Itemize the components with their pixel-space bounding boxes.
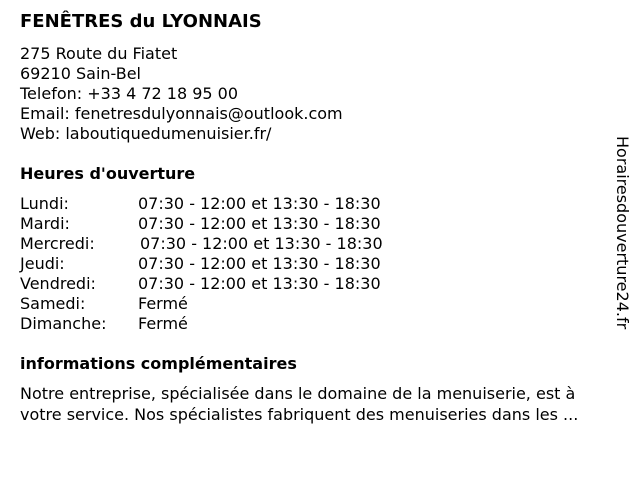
additional-info-heading: informations complémentaires <box>20 354 297 373</box>
time-value: Fermé <box>138 294 188 313</box>
site-watermark-label: Horairesdouverture24.fr <box>613 136 632 330</box>
day-label: Jeudi: <box>20 254 65 273</box>
time-value: 07:30 - 12:00 et 13:30 - 18:30 <box>138 254 381 273</box>
time-value: 07:30 - 12:00 et 13:30 - 18:30 <box>138 194 381 213</box>
info-line-1: Notre entreprise, spécialisée dans le domaine de la menuiserie, est à <box>20 384 576 403</box>
day-label: Vendredi: <box>20 274 96 293</box>
web-line: Web: laboutiquedumenuisier.fr/ <box>20 124 272 143</box>
email-line: Email: fenetresdulyonnais@outlook.com <box>20 104 343 123</box>
day-label: Mercredi: <box>20 234 95 253</box>
address-line-2: 69210 Sain-Bel <box>20 64 141 83</box>
day-label: Mardi: <box>20 214 70 233</box>
time-value: Fermé <box>138 314 188 333</box>
info-line-2: votre service. Nos spécialistes fabriquent des menuiseries dans les ... <box>20 405 579 424</box>
additional-info-text <box>20 383 632 425</box>
time-value: 07:30 - 12:00 et 13:30 - 18:30 <box>138 274 381 293</box>
opening-hours-heading: Heures d'ouverture <box>20 164 196 183</box>
business-name: FENÊTRES du LYONNAIS <box>20 11 262 32</box>
phone-line: Telefon: +33 4 72 18 95 00 <box>20 84 239 103</box>
time-value: 07:30 - 12:00 et 13:30 - 18:30 <box>138 214 381 233</box>
day-label: Samedi: <box>20 294 86 313</box>
day-label: Dimanche: <box>20 314 107 333</box>
contact-block <box>20 44 343 144</box>
address-line-1: 275 Route du Fiatet <box>20 44 178 63</box>
day-label: Lundi: <box>20 194 69 213</box>
time-value: 07:30 - 12:00 et 13:30 - 18:30 <box>140 234 383 253</box>
